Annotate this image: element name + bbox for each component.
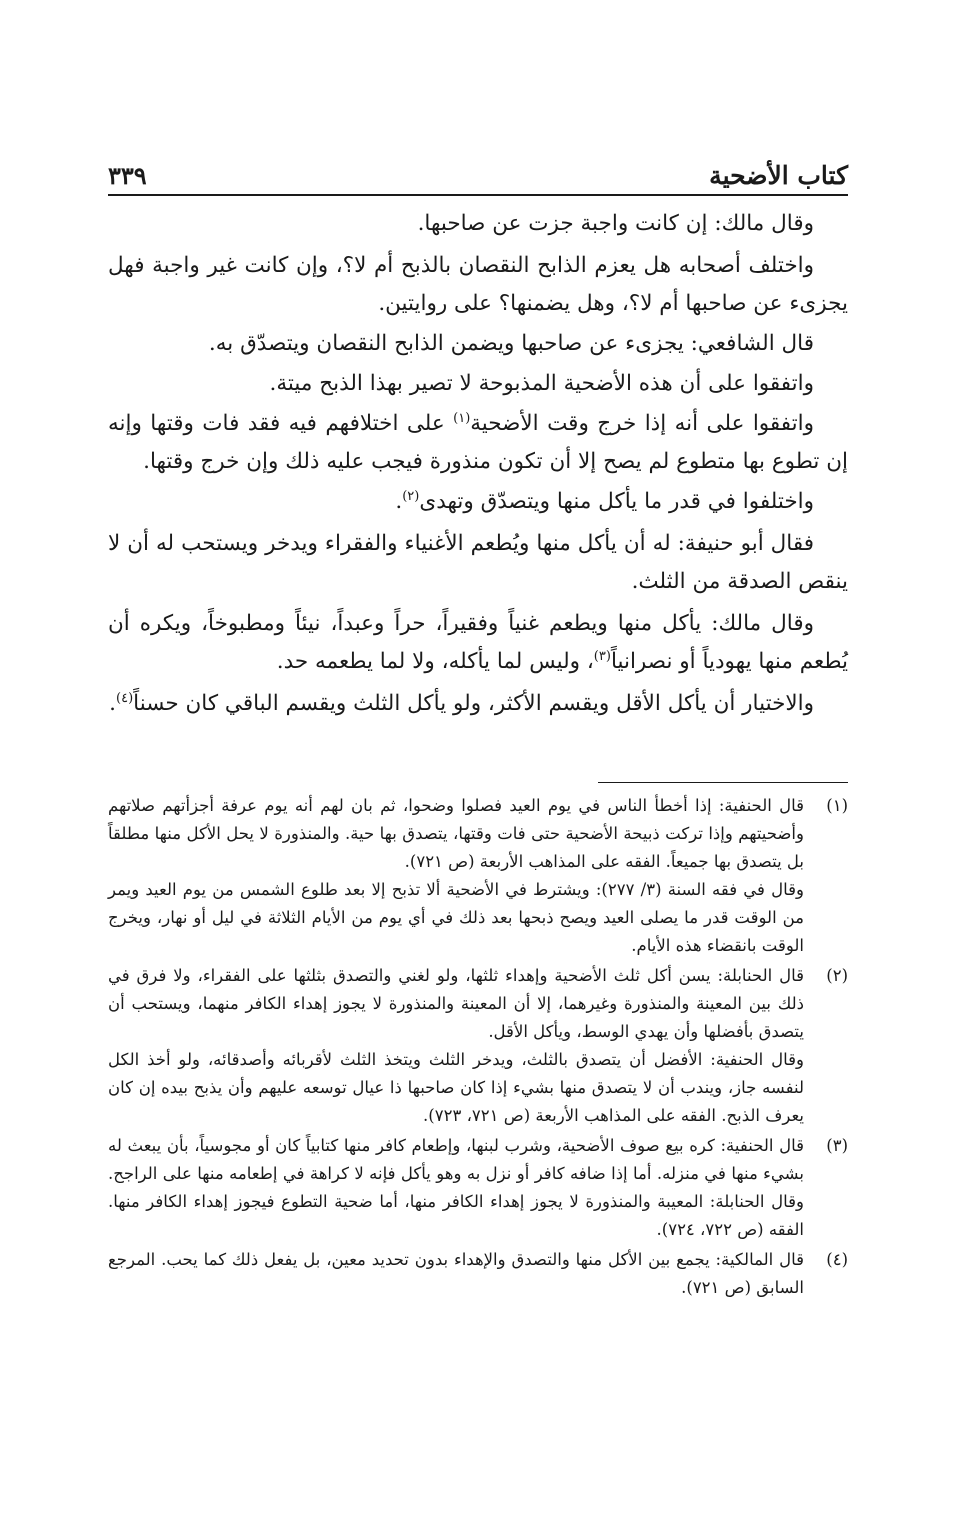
paragraph: واختلف أصحابه هل يعزم الذابح النقصان بالذبح أم لا؟، وإن كانت غير واجبة فهل يجزىء عن صاحبها أم لا؟، وهل يضمنها؟ على روايتين.	[108, 253, 848, 316]
paragraph	[108, 405, 848, 481]
footnote-ref[interactable]: (٤)	[116, 690, 134, 706]
paragraph	[108, 605, 848, 681]
paragraph	[108, 483, 848, 521]
footnote-number: (١)	[826, 796, 848, 815]
footnote	[108, 1132, 848, 1244]
paragraph-text: وقال مالك: يأكل منها ويطعم غنياً وفقيراً، حراً وعبداً، نيئاً ومطبوخاً، ويكره أن يُطعم منها يهودياً أو نصرانياً	[108, 611, 848, 674]
footnote	[108, 962, 848, 1130]
footnotes	[108, 792, 848, 1304]
page-number: ٣٣٩	[108, 161, 147, 190]
paragraph-text: واختلفوا في قدر ما يأكل منها ويتصدّق وتهدى	[419, 489, 814, 514]
main-text	[108, 205, 848, 725]
paragraph	[108, 685, 848, 723]
paragraph: فقال أبو حنيفة: له أن يأكل منها ويُطعم الأغنياء والفقراء ويدخر ويستحب له أن لا ينقص الصدقة من الثلث.	[108, 531, 848, 594]
paragraph: وقال مالك: إن كانت واجبة جزت عن صاحبها.	[417, 211, 814, 236]
footnote-text: وقال في فقه السنة (٣/ ٢٧٧): ويشترط في الأضحية ألا تذبح إلا بعد طلوع الشمس من يوم العيد ويمر من الوقت قدر ما يصلى العيد ويصح ذبحها بعد ذلك في أي يوم من الأيام الثلاثة في ليل أو نهار، ويخرج الوقت بانقضاء هذه الأيام.	[108, 880, 804, 955]
paragraph-text: .	[395, 489, 403, 514]
footnote-ref[interactable]: (٢)	[402, 488, 420, 504]
footnote-ref[interactable]: (١)	[453, 410, 471, 426]
footnote	[108, 792, 848, 960]
footnote	[108, 1246, 848, 1302]
footnote-text: قال الحنابلة: يسن أكل ثلث الأضحية وإهداء ثلثها، ولو لغني والتصدق بثلثها على الفقراء، ولا فرق في ذلك بين المعينة والمنذورة وغيرهما، إلا أن المعينة والمنذورة لا يجوز إهداء الكافر منهما، ويستحب أن يتصدق بأفضلها وأن يهدي الوسط، ويأكل الأقل.	[108, 966, 804, 1041]
footnote-text: قال الحنفية: كره بيع صوف الأضحية، وشرب لبنها، وإطعام كافر منها كتابياً كان أو مجوسياً، بأن يبعث له بشيء منها في منزله. أما إذا ضافه كافر أو نزل به وهو يأكل فإنه لا كراهة في إطعامه منها على الراجح. وقال الحنابلة: المعيبة والمنذورة لا يجوز إهداء الكافر منها، أما ضحية التطوع فيجوز إهداء الكافر منها. الفقه (ص ٧٢٢، ٧٢٤).	[108, 1136, 804, 1239]
footnote-number: (٤)	[826, 1250, 848, 1269]
footnote-number: (٣)	[826, 1136, 848, 1155]
footnote-text: وقال الحنفية: الأفضل أن يتصدق بالثلث، ويدخر الثلث ويتخذ الثلث لأقربائه وأصدقائه، ولو أخذ الكل لنفسه جاز، ويندب أن لا يتصدق منها بشيء إذا كان صاحبها ذا عيال توسعه عليهم وأن يذبح بيده إن كان يعرف الذبح. الفقه على المذاهب الأربعة (ص ٧٢١، ٧٢٣).	[108, 1050, 804, 1125]
footnote-divider	[598, 782, 848, 783]
paragraph-text: ، وليس لما يأكله، ولا لما يطعمه حد.	[276, 649, 594, 674]
running-header	[108, 148, 848, 196]
paragraph-text: على اختلافهم فيه فقد فات وقتها وإنه إن تطوع بها متطوع لم يصح إلا أن تكون منذورة فيجب عليه ذلك وإن خرج وقتها.	[108, 411, 848, 474]
footnote-number: (٢)	[826, 966, 848, 985]
paragraph-text: والاختيار أن يأكل الأقل ويقسم الأكثر، ولو يأكل الثلث ويقسم الباقي كان حسناً	[133, 691, 814, 716]
footnote-ref[interactable]: (٣)	[593, 648, 611, 664]
chapter-title: كتاب الأضحية	[709, 161, 848, 190]
paragraph-text: .	[109, 691, 117, 716]
paragraph-text: واتفقوا على أنه إذا خرج وقت الأضحية	[470, 411, 814, 436]
paragraph: واتفقوا على أن هذه الأضحية المذبوحة لا تصير بهذا الذبح ميتة.	[269, 371, 814, 396]
footnote-text: قال الحنفية: إذا أخطأ الناس في يوم العيد فصلوا وضحوا، ثم بان لهم أنه يوم عرفة أجزأتهم صلاتهم وأضحيتهم وإذا تركت ذبيحة الأضحية حتى فات وقتها، يتصدق بها حية. والمنذورة لا يحل الأكل منها مطلقاً بل يتصدق بها جميعاً. الفقه على المذاهب الأربعة (ص ٧٢١).	[108, 796, 804, 871]
paragraph: قال الشافعي: يجزىء عن صاحبها ويضمن الذابح النقصان ويتصدّق به.	[208, 331, 814, 356]
footnote-text: قال المالكية: يجمع بين الأكل منها والتصدق والإهداء بدون تحديد معين، بل يفعل ذلك كما يحب. المرجع السابق (ص ٧٢١).	[108, 1250, 804, 1297]
